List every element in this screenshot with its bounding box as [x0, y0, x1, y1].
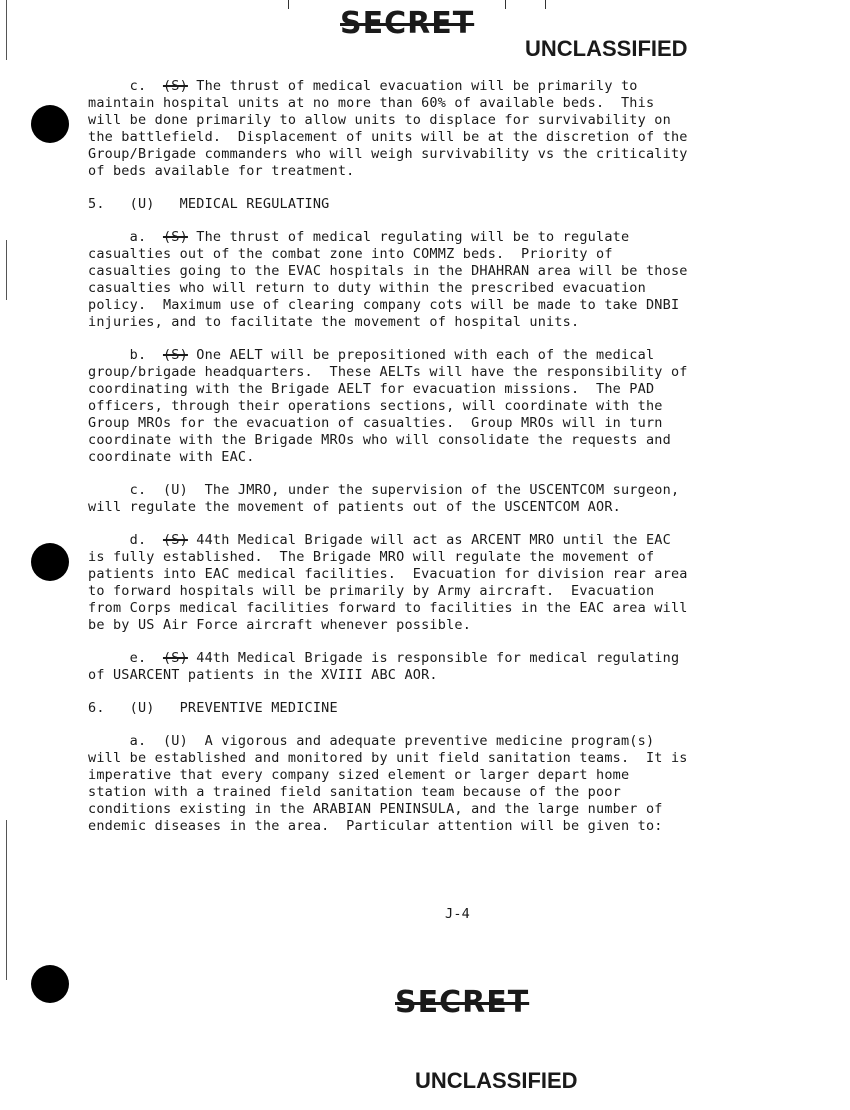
punch-hole-icon	[31, 105, 69, 143]
punch-hole-icon	[31, 965, 69, 1003]
paragraph-5e: e. (S) 44th Medical Brigade is responsible for medical regulating of USARCENT patients in the XVIII ABC AOR.	[88, 650, 680, 683]
classification-secret-struck: SECRET	[395, 985, 530, 1020]
scan-tick	[545, 0, 546, 9]
scan-tick	[505, 0, 506, 9]
section-heading-medical-regulating: 5. (U) MEDICAL REGULATING	[88, 196, 330, 212]
classification-unclassified: UNCLASSIFIED	[525, 36, 688, 61]
paragraph-5c: c. (U) The JMRO, under the supervision of the USCENTCOM surgeon, will regulate the movement of patients out of the USCENTCOM AOR.	[88, 482, 680, 515]
classification-secret-struck: SECRET	[340, 6, 475, 41]
section-heading-preventive-medicine: 6. (U) PREVENTIVE MEDICINE	[88, 700, 338, 716]
scan-tick	[288, 0, 289, 9]
paragraph-5a: a. (S) The thrust of medical regulating will be to regulate casualties out of the combat zone into COMMZ beds. Priority of casualties going to the EVAC hospitals in the DHAHRAN area will be those casualties who will return to duty within the prescribed evacuation policy. Maximum use of clearing company cots will be made to take DNBI injuries, and to facilitate the movement of hospital units.	[88, 229, 688, 330]
left-edge-line	[6, 820, 7, 980]
left-edge-line	[6, 240, 7, 300]
paragraph-c-evacuation: c. (S) The thrust of medical evacuation will be primarily to maintain hospital units at no more than 60% of available beds. This will be done primarily to allow units to displace for survivability on the battlefield. Displacement of units will be at the discretion of the Group/Brigade commanders who will weigh survivability vs the criticality of beds available for treatment.	[88, 78, 688, 179]
page-number: J-4	[445, 906, 470, 922]
struck-marking: (S)	[162, 78, 188, 94]
classification-unclassified: UNCLASSIFIED	[415, 1068, 578, 1093]
paragraph-5d: d. (S) 44th Medical Brigade will act as ARCENT MRO until the EAC is fully established. The Brigade MRO will regulate the movement of patients into EAC medical facilities. Evacuation for division rear area to forward hospitals will be primarily by Army aircraft. Evacuation from Corps medical facilities forward to facilities in the EAC area will be by US Air Force aircraft whenever possible.	[88, 532, 688, 633]
struck-marking: (S)	[162, 650, 188, 666]
struck-marking: (S)	[162, 532, 188, 548]
punch-hole-icon	[31, 543, 69, 581]
struck-marking: (S)	[162, 347, 188, 363]
left-edge-line	[6, 0, 7, 60]
document-body	[88, 78, 828, 851]
paragraph-6a: a. (U) A vigorous and adequate preventive medicine program(s) will be established and monitored by unit field sanitation teams. It is imperative that every company sized element or larger depart home station with a trained field sanitation team because of the poor conditions existing in the ARABIAN PENINSULA, and the large number of endemic diseases in the area. Particular attention will be given to:	[88, 733, 688, 834]
struck-marking: (S)	[162, 229, 188, 245]
paragraph-5b: b. (S) One AELT will be prepositioned with each of the medical group/brigade headquarters. These AELTs will have the responsibility of coordinating with the Brigade AELT for evacuation missions. The PAD officers, through their operations sections, will coordinate with the Group MROs for the evacuation of casualties. Group MROs will in turn coordinate with the Brigade MROs who will consolidate the requests and coordinate with EAC.	[88, 347, 688, 465]
